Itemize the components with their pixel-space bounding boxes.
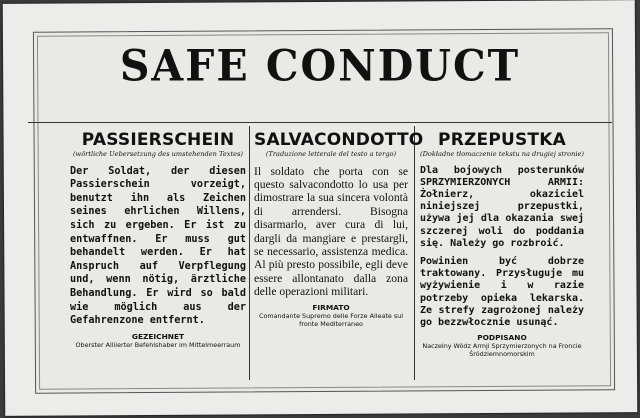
column-heading: SALVACONDOTTO <box>254 130 424 150</box>
column-subheading: (Dokładne tłomaczenie tekstu na drugiej stronie) <box>420 150 584 158</box>
column-divider-1 <box>249 126 250 380</box>
column-divider-2 <box>414 126 415 380</box>
signature-label: FIRMATO <box>312 302 350 312</box>
signature: Naczelny Wódz Armji Sprzymierzonych na Froncie Śródziemnomorskim <box>422 342 582 359</box>
column-subheading: (Traduzione letterale del testo a tergo) <box>265 150 397 158</box>
italian-column <box>254 130 424 328</box>
column-body: Der Soldat, der diesen Passierschein vorzeigt, benutzt ihn als Zeichen seines ehrlichen Willens, sich zu ergeben. Er ist zu entwaffnen. Er muss gut behandelt werden. Er hat Anspruch auf Verpflegung und, wenn nötig, ärztliche Behandlung. Er wird so bald wie möglich aus der Gefahrenzone entfernt. <box>70 165 246 327</box>
signature: Comandante Supremo delle Forze Alleate sul fronte Mediterraneo <box>258 311 403 328</box>
title-divider <box>28 122 612 123</box>
signature-label: PODPISANO <box>477 333 527 343</box>
german-column <box>70 130 246 349</box>
column-body: Il soldato che porta con se questo salvacondotto lo usa per dimostrare la sua sincera volontà di arrendersi. Bisogna disarmarlo, aver cura di lui, dargli da mangiare e prestargli, se necessario, assistenza medica. Al più presto possibile, egli deve essere allontanato dalla zona delle operazioni militari. <box>254 164 408 299</box>
column-body: Dla bojowych posterunków SPRZYMIERZONYCH ARMII: Żołnierz, okaziciel niniejszej przepustki, używa jej dla okazania swej szczerej woli do poddania się. Należy go rozbroić. <box>420 164 584 249</box>
signature-label: GEZEICHNET <box>131 331 185 341</box>
column-heading: PRZEPUSTKA <box>438 130 566 150</box>
column-heading: PASSIERSCHEIN <box>81 130 235 150</box>
signature: Oberster Alliierter Befehlshaber im Mittelmeerraum <box>75 340 241 349</box>
column-body-2: Powinien być dobrze traktowany. Przysługuje mu wyżywienie i w razie potrzeby opieka lekarska. Ze strefy zagrożonej należy go bezzwłocznie usunąć. <box>420 256 584 329</box>
page-title: SAFE CONDUCT <box>119 40 521 92</box>
polish-column <box>420 130 584 358</box>
column-subheading: (wörtliche Uebersetzung des umstehenden Textes) <box>72 150 243 158</box>
